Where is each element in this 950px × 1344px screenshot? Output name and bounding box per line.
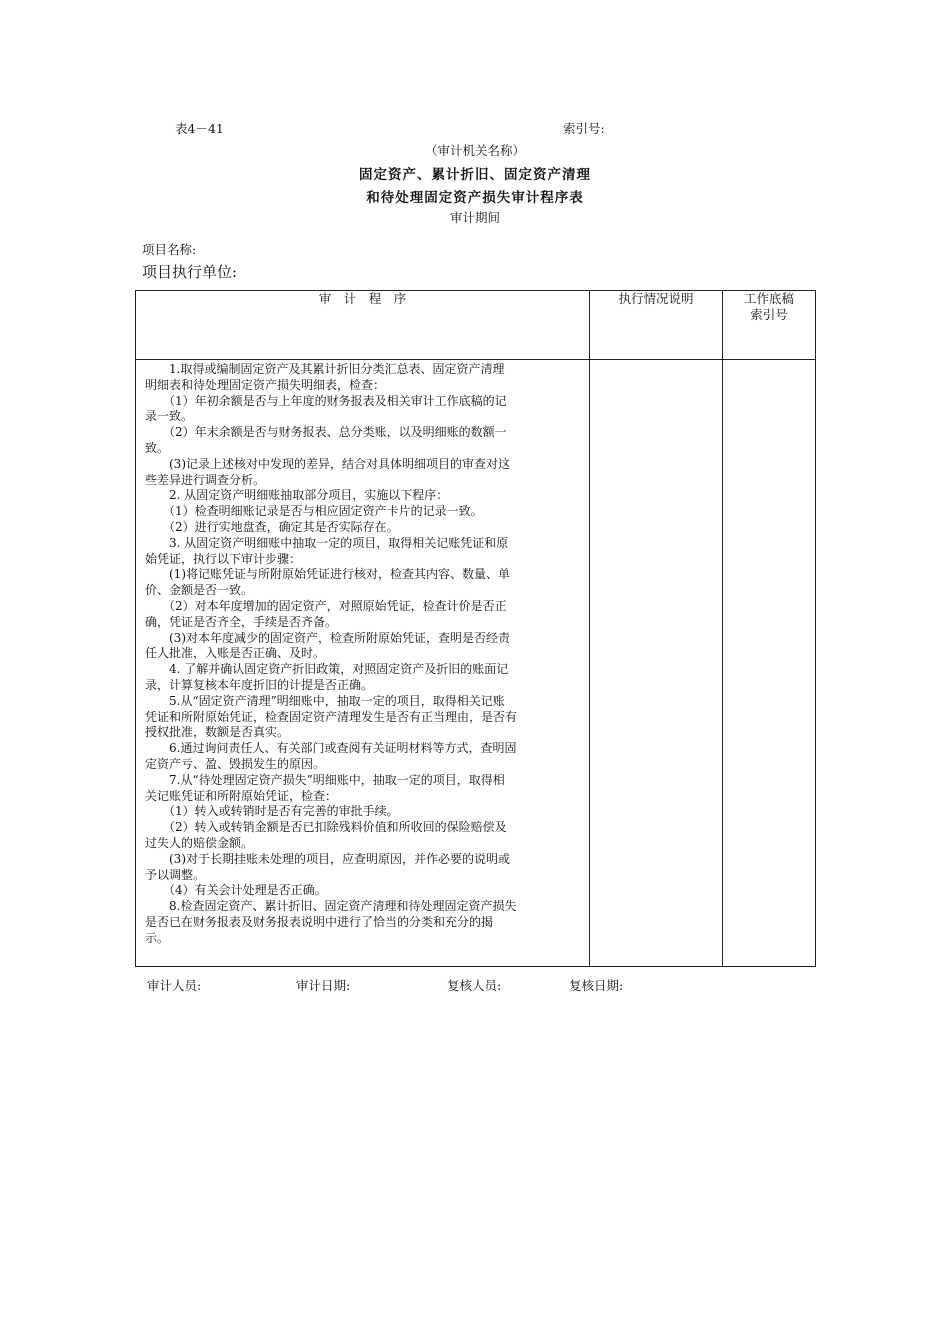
procedure-line: 8.检查固定资产、累计折旧、固定资产清理和待处理固定资产损失 <box>145 899 517 914</box>
procedure-line: (1)将记账凭证与所附原始凭证进行核对，检查其内容、数量、单 <box>145 567 511 582</box>
reference-header-line-2: 索引号 <box>750 307 788 322</box>
procedure-line: 定资产亏、盈、毁损发生的原因。 <box>145 756 326 771</box>
procedure-line: （2）转入或转销金额是否已扣除残料价值和所收回的保险赔偿及 <box>145 820 507 835</box>
project-name-label: 项目名称: <box>142 242 197 257</box>
procedure-line: (3)对于长期挂账未处理的项目，应查明原因，并作必要的说明或 <box>145 851 511 866</box>
procedure-line: 致。 <box>145 440 170 455</box>
reference-header-line-1: 工作底稿 <box>743 291 794 306</box>
procedure-line: 授权批准，数额是否真实。 <box>145 725 290 740</box>
procedure-line: （1）转入或转销时是否有完善的审批手续。 <box>145 804 399 819</box>
review-date-label: 复核日期: <box>569 978 624 993</box>
procedure-line: 明细表和待处理固定资产损失明细表，检查： <box>145 377 386 392</box>
procedure-line: 过失人的赔偿金额。 <box>145 835 254 850</box>
procedure-line: 2. 从固定资产明细账抽取部分项目，实施以下程序： <box>145 488 449 503</box>
procedure-line: 3. 从固定资产明细账中抽取一定的项目，取得相关记账凭证和原 <box>145 535 509 550</box>
procedure-line: 予以调整。 <box>145 867 206 882</box>
procedure-line: 录，计算复核本年度折旧的计提是否正确。 <box>145 677 374 692</box>
table-header-row <box>136 291 816 360</box>
procedure-line: 7.从“待处理固定资产损失”明细账中，抽取一定的项目，取得相 <box>145 772 505 787</box>
audit-date-label: 审计日期: <box>296 978 351 993</box>
execution-cell <box>590 360 723 967</box>
audit-procedure-table <box>135 290 816 967</box>
procedure-line: 4. 了解并确认固定资产折旧政策，对照固定资产及折旧的账面记 <box>145 662 509 677</box>
procedure-line: （1）年初余额是否与上年度的财务报表及相关审计工作底稿的记 <box>145 393 507 408</box>
title-line-1: 固定资产、累计折旧、固定资产清理 <box>359 167 591 183</box>
agency-name: （审计机关名称） <box>424 143 525 158</box>
table-row <box>136 360 816 967</box>
procedure-line: 价、金额是否一致。 <box>145 583 254 598</box>
procedure-line: 示。 <box>145 930 170 945</box>
procedure-line: 任人批准，入账是否正确、及时。 <box>145 646 326 661</box>
title-line-2: 和待处理固定资产损失审计程序表 <box>366 190 584 206</box>
procedure-line: 5.从“固定资产清理”明细账中，抽取一定的项目，取得相关记账 <box>145 693 505 708</box>
table-number: 表4－41 <box>175 121 224 136</box>
procedure-line: 是否已在财务报表及财务报表说明中进行了恰当的分类和充分的揭 <box>145 914 494 929</box>
procedure-line: 关记账凭证和所附原始凭证，检查： <box>145 788 338 803</box>
reference-cell <box>723 360 816 967</box>
procedure-line: (3)记录上述核对中发现的差异，结合对具体明细项目的审查对这 <box>145 456 511 471</box>
procedure-line: 确，凭证是否齐全，手续是否齐备。 <box>145 614 338 629</box>
procedure-line: （1）检查明细账记录是否与相应固定资产卡片的记录一致。 <box>145 504 483 519</box>
procedure-line: 凭证和所附原始凭证，检查固定资产清理发生是否有正当理由，是否有 <box>145 709 518 724</box>
reviewer-label: 复核人员: <box>447 978 502 993</box>
procedure-cell <box>136 360 590 967</box>
procedure-text <box>145 362 581 946</box>
procedure-line: （2）对本年度增加的固定资产，对照原始凭证，检查计价是否正 <box>145 598 507 613</box>
procedure-line: 些差异进行调查分析。 <box>145 472 266 487</box>
auditor-label: 审计人员: <box>147 978 202 993</box>
procedure-line: 录一致。 <box>145 409 194 424</box>
procedure-column-header: 审 计 程 序 <box>136 291 590 360</box>
procedure-line: （4）有关会计处理是否正确。 <box>145 883 327 898</box>
audit-period: 审计期间 <box>449 210 500 225</box>
execution-column-header: 执行情况说明 <box>590 291 723 360</box>
procedure-line: （2）进行实地盘查，确定其是否实际存在。 <box>145 519 399 534</box>
executing-unit-label: 项目执行单位: <box>142 263 238 281</box>
index-number-label: 索引号: <box>563 121 605 136</box>
procedure-line: 始凭证，执行以下审计步骤： <box>145 551 302 566</box>
procedure-line: （2）年末余额是否与财务报表、总分类账，以及明细账的数额一 <box>145 425 507 440</box>
procedure-line: 1.取得或编制固定资产及其累计折旧分类汇总表、固定资产清理 <box>145 362 505 376</box>
reference-column-header <box>723 291 816 360</box>
procedure-line: 6.通过询问责任人、有关部门或查阅有关证明材料等方式，查明固 <box>145 741 517 756</box>
procedure-line: (3)对本年度减少的固定资产，检查所附原始凭证，查明是否经责 <box>145 630 511 645</box>
